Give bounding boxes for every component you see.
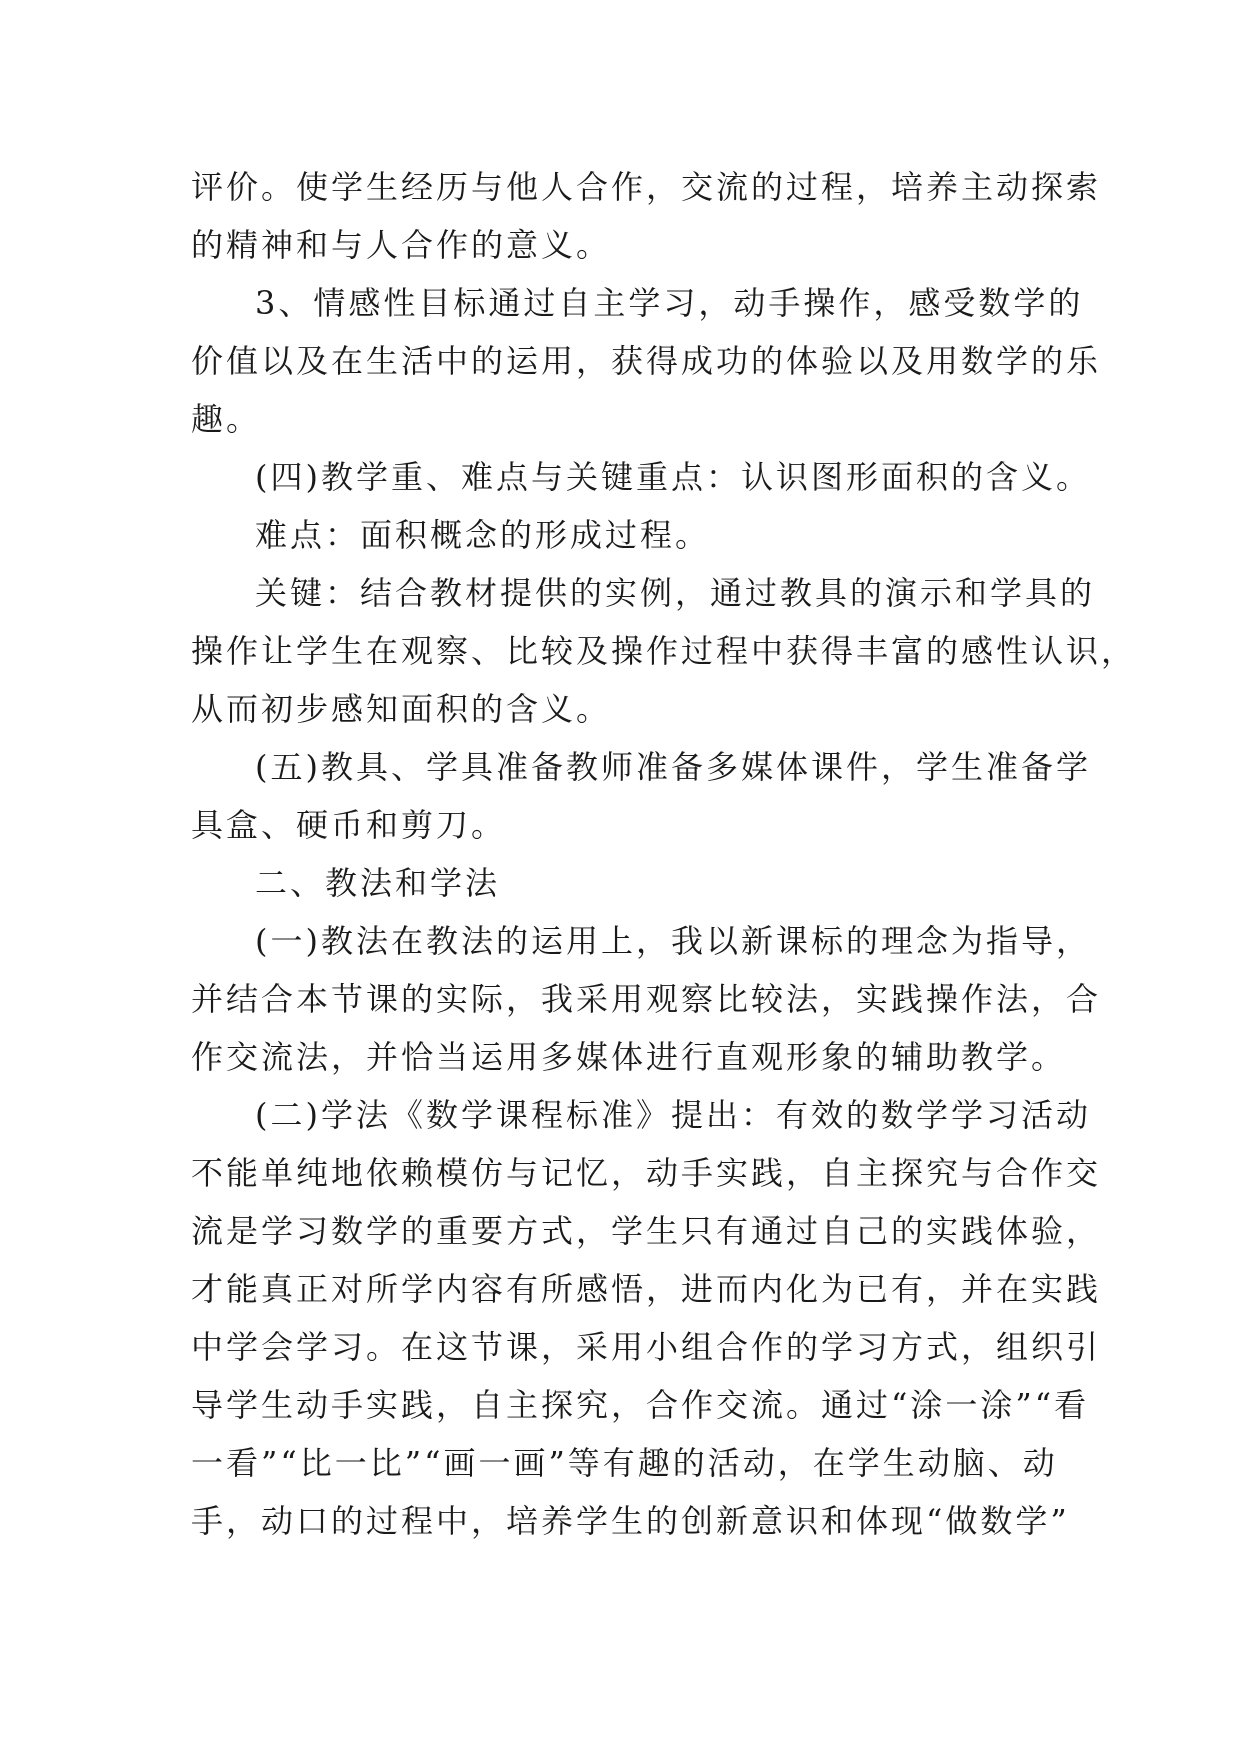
text-line: 关键：结合教材提供的实例，通过教具的演示和学具的 <box>255 574 1096 612</box>
text-line: 并结合本节课的实际，我采用观察比较法，实践操作法，合 <box>191 980 1102 1018</box>
section-heading: 二、教法和学法 <box>255 864 501 902</box>
text-line: 难点：面积概念的形成过程。 <box>255 516 711 554</box>
text-line: 评价。使学生经历与他人合作，交流的过程，培养主动探索 <box>191 168 1102 206</box>
text-line: 趣。 <box>191 400 262 438</box>
text-line: (四)教学重、难点与关键重点：认识图形面积的含义。 <box>255 458 1091 496</box>
text-line: 一看”“比一比”“画一画”等有趣的活动，在学生动脑、动 <box>191 1444 1058 1482</box>
document-body <box>191 158 1137 1550</box>
text-line: 的精神和与人合作的意义。 <box>191 226 612 264</box>
text-line: 具盒、硬币和剪刀。 <box>191 806 507 844</box>
text-line: (二)学法《数学课程标准》提出：有效的数学学习活动 <box>255 1096 1091 1134</box>
text-line: (五)教具、学具准备教师准备多媒体课件，学生准备学 <box>255 748 1091 786</box>
text-line: 流是学习数学的重要方式，学生只有通过自己的实践体验， <box>191 1212 1102 1250</box>
text-line: 操作让学生在观察、比较及操作过程中获得丰富的感性认识， <box>191 632 1137 670</box>
text-line: 不能单纯地依赖模仿与记忆，动手实践，自主探究与合作交 <box>191 1154 1102 1192</box>
text-line: 导学生动手实践，自主探究，合作交流。通过“涂一涂”“看 <box>191 1386 1090 1424</box>
text-line: 价值以及在生活中的运用，获得成功的体验以及用数学的乐 <box>191 342 1102 380</box>
text-line: 中学会学习。在这节课，采用小组合作的学习方式，组织引 <box>191 1328 1102 1366</box>
text-line: 3、情感性目标通过自主学习，动手操作，感受数学的 <box>255 284 1084 322</box>
text-line: 才能真正对所学内容有所感悟，进而内化为已有，并在实践 <box>191 1270 1102 1308</box>
text-line: 作交流法，并恰当运用多媒体进行直观形象的辅助教学。 <box>191 1038 1067 1076</box>
text-line: 手，动口的过程中，培养学生的创新意识和体现“做数学” <box>191 1502 1070 1540</box>
text-line: (一)教法在教法的运用上，我以新课标的理念为指导， <box>255 922 1091 960</box>
text-line: 从而初步感知面积的含义。 <box>191 690 612 728</box>
